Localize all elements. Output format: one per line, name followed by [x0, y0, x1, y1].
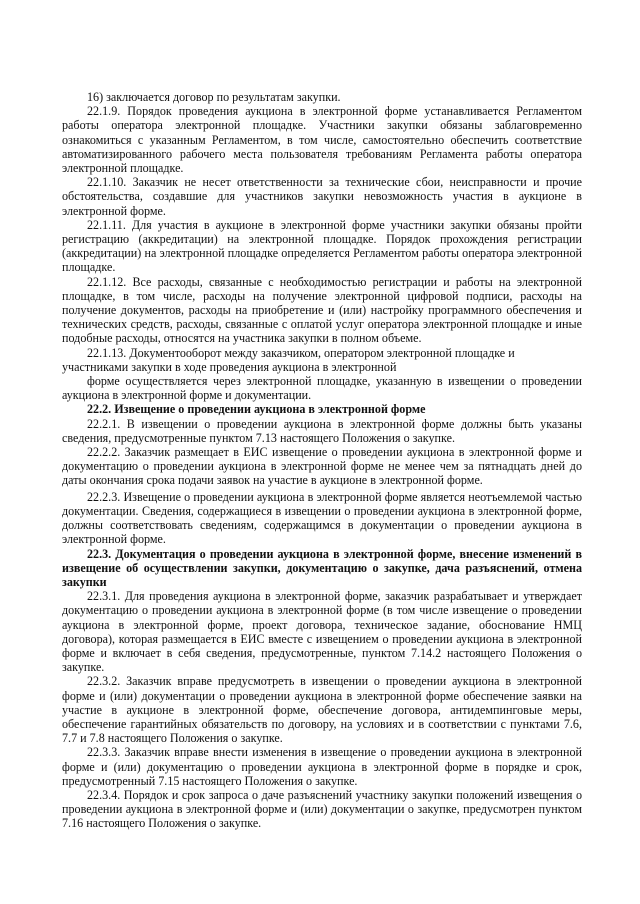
paragraph-22-2-1: 22.2.1. В извещении о проведении аукциона в электронной форме должны быть указаны сведения, предусмотренные пунктом 7.13 настоящего Положения о закупке. [62, 416, 582, 445]
paragraph-22-3-2: 22.3.2. Заказчик вправе предусмотреть в извещении о проведении аукциона в электронной форме и (или) документации о проведении аукциона в электронной форме обеспечение заявки на участие в аукционе в электронной форме, обеспечение договора, антидемпинговые меры, обеспечение гарантийных обязательств по договору, на условиях и в соответствии с пунктами 7.6, 7.7 и 7.8 настоящего Положения о закупке. [62, 674, 582, 746]
paragraph-16: 16) заключается договор по результатам закупки. [87, 90, 341, 104]
paragraph-22-3-1: 22.3.1. Для проведения аукциона в электронной форме, заказчик разрабатывает и утверждает документацию о проведении аукциона в электронной форме (в том числе извещение о проведении аукциона в электронной форме, проект договора, техническое задание, обоснование НМЦ договора), которая размещается в ЕИС вместе с извещением о проведении аукциона в электронной форме и включает в себя сведения, предусмотренные, пунктом 7.14.2 настоящего Положения о закупке. [62, 589, 582, 675]
paragraph-22-1-12: 22.1.12. Все расходы, связанные с необходимостью регистрации и работы на электронной площадке, в том числе, расходы на получение электронной цифровой подписи, расходы на получение документов, расходы на приобретение и (или) настройку программного обеспечения и технических средств, расходы, связанные с оплатой услуг оператора электронной площадке и иные подобные расходы, относятся на участника закупки в полном объеме. [62, 274, 582, 346]
paragraph-22-2-3: 22.2.3. Извещение о проведении аукциона в электронной форме является неотъемлемой частью документации. Сведения, содержащиеся в извещении о проведении аукциона в электронной форме, должны соответствовать сведениям, содержащимся в документации о проведении аукциона в электронной форме. [62, 489, 582, 547]
section-heading-22-2: 22.2. Извещение о проведении аукциона в электронной форме [87, 402, 426, 417]
paragraph-22-3-3: 22.3.3. Заказчик вправе внести изменения в извещение о проведении аукциона в электронной форме и (или) документацию о проведении аукциона в электронной форме в порядке и срок, предусмотренный 7.15 настоящего Положения о закупке. [62, 745, 582, 788]
paragraph-22-2-2: 22.2.2. Заказчик размещает в ЕИС извещение о проведении аукциона в электронной форме и документацию о проведении аукциона в электронной форме не менее чем за пятнадцать дней до даты окончания срока подачи заявок на участие в аукционе в электронной форме. [62, 445, 582, 488]
paragraph-22-1-13-part2: форме осуществляется через электронной площадке, указанную в извещении о проведении аукциона в электронной форме и документации. [62, 374, 582, 403]
paragraph-22-3-4: 22.3.4. Порядок и срок запроса о даче разъяснений участнику закупки положений извещения о проведении аукциона в электронной форме и (или) документации о закупке, предусмотрен пунктом 7.16 настоящего Положения о закупке. [62, 787, 582, 831]
section-heading-22-3: 22.3. Документация о проведении аукциона в электронной форме, внесение изменений в извещение об осуществлении закупки, документацию о закупке, дача разъяснений, отмена закупки [62, 546, 582, 589]
document-page [62, 90, 582, 831]
paragraph-22-1-10: 22.1.10. Заказчик не несет ответственности за технические сбои, неисправности и прочие обстоятельства, создавшие для участников закупки невозможность участия в аукционе в электронной форме. [62, 175, 582, 218]
paragraph-22-1-9: 22.1.9. Порядок проведения аукциона в электронной форме устанавливается Регламентом работы оператора электронной площадке. Участники закупки обязаны заблаговременно ознакомиться с указанным Регламентом, в том числе, самостоятельно обеспечить соответствие автоматизированного рабочего места пользователя требованиям Регламента работы оператора электронной площадке. [62, 104, 582, 176]
paragraph-22-1-11: 22.1.11. Для участия в аукционе в электронной форме участники закупки обязаны пройти регистрацию (аккредитации) на электронной площадке. Порядок прохождения регистрации (аккредитации) на электронной площадке определяется Регламентом работы оператора электронной площадке. [62, 217, 582, 275]
paragraph-22-1-13-part1: 22.1.13. Документооборот между заказчиком, оператором электронной площадке и участниками закупки в ходе проведения аукциона в электронной [62, 345, 515, 374]
